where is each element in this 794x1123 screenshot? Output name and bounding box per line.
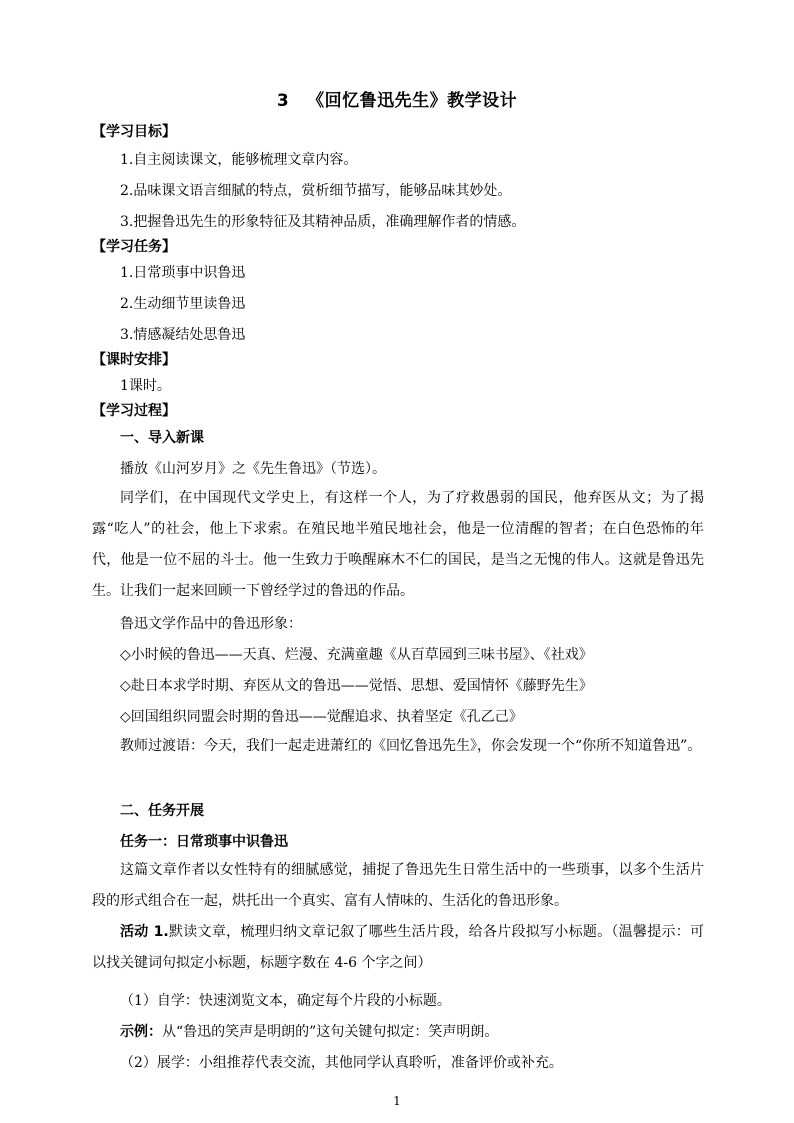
task-heading: 任务一：日常琐事中识鲁迅 [120,834,288,850]
process-heading: 【学习过程】 [92,403,176,419]
page-title [0,86,794,111]
section-heading: 二、任务开展 [120,803,204,819]
section-heading: 一、导入新课 [120,430,204,446]
example-text: 从“鲁迅的笑声是明朗的”这句关键句拟定：笑声明朗。 [162,1024,499,1040]
goal-item: 3.把握鲁迅先生的形象特征及其精神品质，准确理解作者的情感。 [120,214,526,230]
transition-paragraph: 教师过渡语：今天，我们一起走进萧红的《回忆鲁迅先生》，你会发现一个“你所不知道鲁迅”。 [120,738,702,754]
image-item: ◇赴日本求学时期、弃医从文的鲁迅——觉悟、思想、爱国情怀《藤野先生》 [120,678,593,694]
example-line [120,1021,498,1041]
activity1-paragraph [92,917,704,979]
schedule-text: 1课时。 [120,378,171,394]
image-item: ◇小时候的鲁迅——天真、烂漫、充满童趣《从百草园到三味书屋》、《社戏》 [120,647,593,663]
lesson-number: 3 [276,91,290,111]
example-label: 示例： [120,1024,162,1040]
intro-paragraph: 同学们，在中国现代文学史上，有这样一个人，为了疗救愚弱的国民，他弃医从文；为了揭露“吃人”的社会，他上下求索。在殖民地半殖民地社会，他是一位清醒的智者；在白色恐怖的年代，他是一位不屈的斗士。他一生致力于唤醒麻木不仁的国民，是当之无愧的伟人。这就是鲁迅先生。让我们一起来回顾一下曾经学过的鲁迅的作品。 [92,490,704,599]
play-text: 播放《山河岁月》之《先生鲁迅》（节选）。 [120,461,386,477]
lesson-title: 《回忆鲁迅先生》教学设计 [307,91,518,111]
task1-paragraph: 这篇文章作者以女性特有的细腻感觉，捕捉了鲁迅先生日常生活中的一些琐事，以多个生活片段的形式组合在一起，烘托出一个真实、富有人情味的、生活化的鲁迅形象。 [92,862,704,909]
image-item: ◇回国组织同盟会时期的鲁迅——觉醒追求、执着坚定《孔乙己》 [120,709,523,725]
task-item: 3.情感凝结处思鲁迅 [120,327,246,343]
schedule-heading: 【课时安排】 [92,352,176,368]
page-number: 1 [393,1094,401,1108]
task-item: 1.日常琐事中识鲁迅 [120,265,246,281]
activity1-label: 活动 1. [120,924,169,940]
step-text: （2）展学：小组推荐代表交流，其他同学认真聆听，准备评价或补充。 [120,1055,563,1071]
activity1-text: 默读文章，梳理归纳文章记叙了哪些生活片段，给各片段拟写小标题。（温馨提示：可以找关键词句拟定小标题，标题字数在 4-6 个字之间） [92,924,705,971]
goal-item: 2.品味课文语言细腻的特点，赏析细节描写，能够品味其妙处。 [120,183,512,199]
goal-item: 1.自主阅读课文，能够梳理文章内容。 [120,152,358,168]
goals-heading: 【学习目标】 [92,124,176,140]
step-text: （1）自学：快速浏览文本，确定每个片段的小标题。 [120,993,451,1009]
images-label: 鲁迅文学作品中的鲁迅形象： [120,616,302,632]
tasks-heading: 【学习任务】 [92,239,176,255]
task-item: 2.生动细节里读鲁迅 [120,296,246,312]
